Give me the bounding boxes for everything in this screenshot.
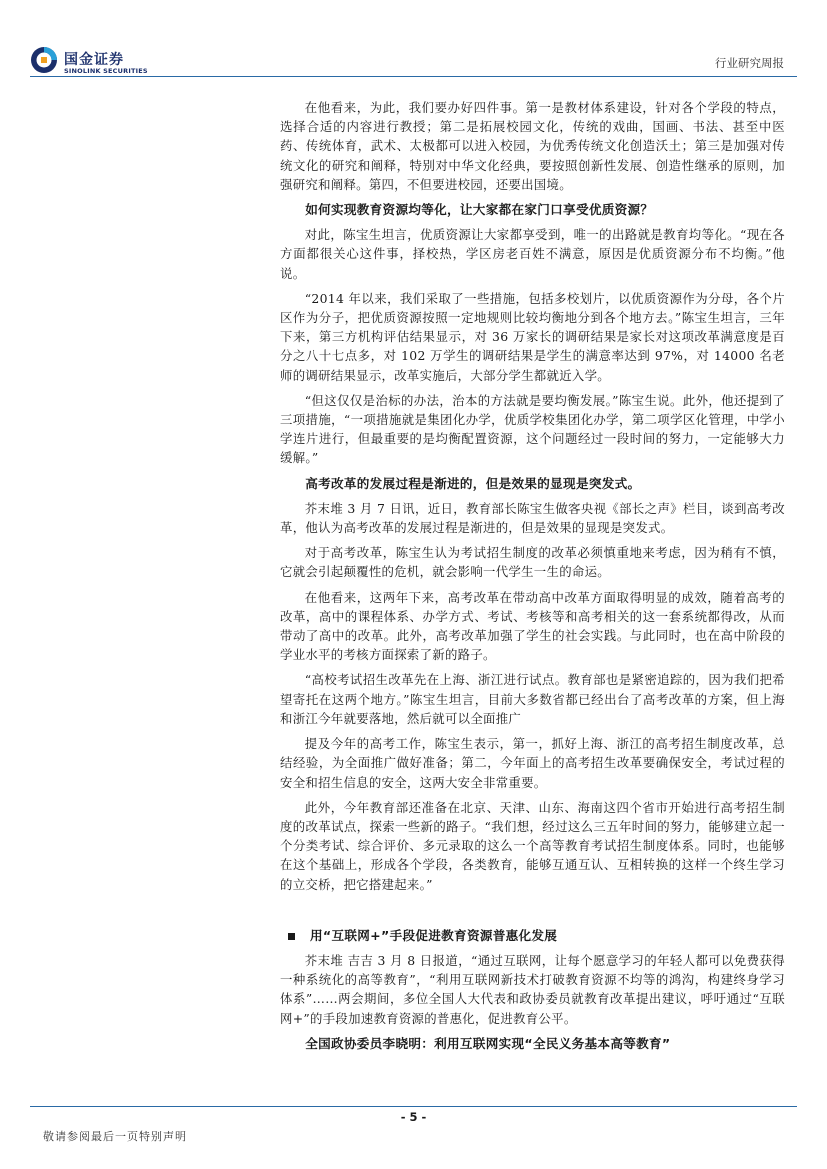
subheading: 高考改革的发展过程是渐进的，但是效果的显现是突发式。 [305, 475, 641, 491]
paragraph: “高校考试招生改革先在上海、浙江进行试点。教育部也是紧密追踪的，因为我们把希望寄托在这两个地方。”陈宝生坦言，目前大多数省都已经出台了高考改革的方案，但上海和浙江今年就要落地，然后就可以全面推广 [280, 672, 785, 726]
paragraph: “但这仅仅是治标的办法，治本的方法就是要均衡发展。”陈宝生说。此外，他还提到了三项措施，“一项措施就是集团化办学，优质学校集团化办学，第二项学区化管理，中学小学连片进行，但最重要的是均衡配置资源，这个问题经过一段时间的努力，一定能够大力缓解。” [280, 392, 785, 466]
section-spacer [280, 900, 785, 926]
disclaimer-note: 敬请参阅最后一页特别声明 [43, 1130, 187, 1143]
page-header [0, 0, 827, 90]
paragraph: 芥末堆 吉吉 3 月 8 日报道，“通过互联网，让每个愿意学习的年轻人都可以免费获得一种系统化的高等教育”，“利用互联网新技术打破教育资源不均等的鸿沟，构建终身学习体系”……两会期间，多位全国人大代表和政协委员就教育改革提出建议，呼吁通过“互联网+”的手段加速教育资源的普惠化，促进教育公平。 [280, 952, 785, 1026]
paragraph: 在他看来，这两年下来，高考改革在带动高中改革方面取得明显的成效，随着高考的改革，高中的课程体系、办学方式、考试、考核等和高考相关的这一套系统都得改，从而带动了高中的改革。此外，高考改革加强了学生的社会实践。与此同时，也在高中阶段的学业水平的考核方面探索了新的路子。 [280, 589, 785, 663]
section-heading [280, 926, 785, 945]
company-logo [30, 46, 160, 78]
square-bullet-icon [288, 933, 295, 940]
article-body [280, 98, 785, 1059]
paragraph: 此外，今年教育部还准备在北京、天津、山东、海南这四个省市开始进行高考招生制度的改革试点，探索一些新的路子。“我们想，经过这么三五年时间的努力，能够建立起一个分类考试、综合评价、多元录取的这么一个高等教育考试招生制度体系。同时，也能够在这个基础上，形成各个学段，各类教育，能够互通互认、互相转换的这样一个终生学习的立交桥，把它搭建起来。” [280, 799, 785, 892]
paragraph: 提及今年的高考工作，陈宝生表示，第一，抓好上海、浙江的高考招生制度改革，总结经验，为全面推广做好准备；第二，今年面上的高考招生改革要确保安全，考试过程的安全和招生信息的安全，这两大安全非常重要。 [280, 736, 785, 790]
subheading: 全国政协委员李晓明：利用互联网实现“全民义务基本高等教育” [305, 1035, 671, 1051]
header-divider [30, 76, 797, 77]
paragraph: 在他看来，为此，我们要办好四件事。第一是教材体系建设，针对各个学段的特点，选择合适的内容进行教授；第二是拓展校园文化，传统的戏曲，国画、书法、甚至中医药、传统体育，武术、太极都可以进入校园，为优秀传统文化创造沃土；第三是加强对传统文化的研究和阐释，特别对中华文化经典，要按照创新性发展、创造性继承的原则，加强研究和阐释。第四，不但要进校园，还要出国境。 [280, 100, 785, 192]
paragraph: 芥末堆 3 月 7 日讯，近日，教育部长陈宝生做客央视《部长之声》栏目，谈到高考改革，他认为高考改革的发展过程是渐进的，但是效果的显现是突发式。 [280, 500, 785, 536]
report-type: 行业研究周报 [715, 56, 784, 70]
section-heading-text: 用“互联网+”手段促进教育资源普惠化发展 [310, 927, 558, 943]
logo-mark-icon [30, 46, 58, 74]
paragraph: 对此，陈宝生坦言，优质资源让大家都享受到，唯一的出路就是教育均等化。“现在各方面都很关心这件事，择校热，学区房老百姓不满意，原因是优质资源分布不均衡。”他说。 [280, 227, 785, 281]
subheading: 如何实现教育资源均等化，让大家都在家门口享受优质资源？ [305, 202, 654, 218]
page-number: - 5 - [400, 1110, 427, 1124]
paragraph: “2014 年以来，我们采取了一些措施，包括多校划片，以优质资源作为分母，各个片区作为分子，把优质资源按照一定地规则比较均衡地分到各个地方去。”陈宝生坦言，三年下来，第三方机构评估结果显示，对 36 万家长的调研结果是家长对这项改革满意度是百分之八十七点多，对 102 万学生的调研结果是学生的满意率达到 97%，对 14000 名老师的调研结果显示，改革实施后，大部分学生都就近入学。 [280, 290, 785, 383]
company-name-cn: 国金证券 [64, 52, 124, 68]
paragraph: 对于高考改革，陈宝生认为考试招生制度的改革必须慎重地来考虑，因为稍有不慎，它就会引起颠覆性的危机，就会影响一代学生一生的命运。 [280, 545, 785, 580]
footer-divider [30, 1106, 797, 1107]
company-name-en: SINOLINK SECURITIES [64, 67, 148, 75]
